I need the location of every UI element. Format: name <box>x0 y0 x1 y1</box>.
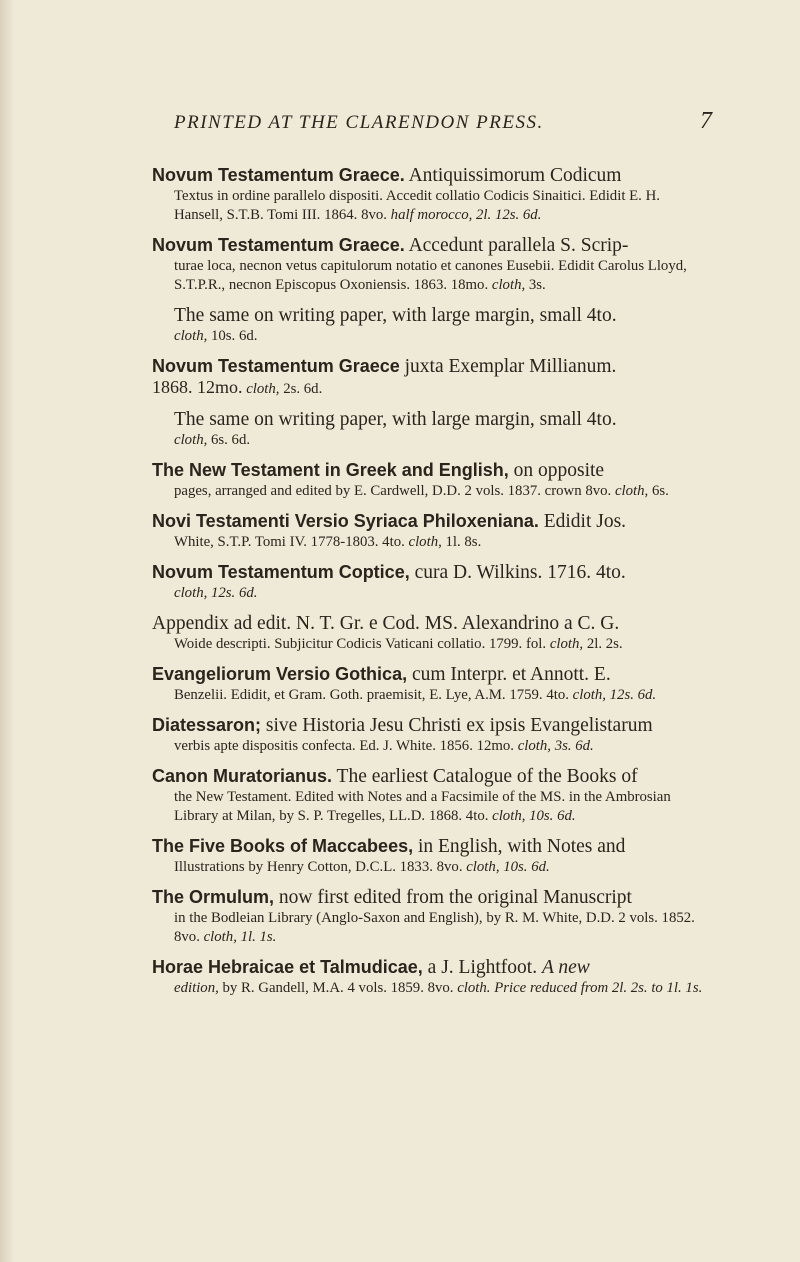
entry-title: Novum Testamentum Graece <box>152 356 400 376</box>
entry-title: Novum Testamentum Graece. <box>152 235 405 255</box>
entry-binding: half morocco, <box>390 207 473 223</box>
catalogue-entry <box>152 835 712 877</box>
entry-binding: cloth, <box>203 929 237 945</box>
entry-title: The Five Books of Maccabees, <box>152 836 414 856</box>
entry-description: 1868. 12mo. <box>152 377 243 397</box>
entry-binding: cloth, <box>491 277 526 293</box>
entry-title-rest: The earliest Catalogue of the Books of <box>336 766 638 787</box>
entry-binding: cloth, <box>517 738 551 754</box>
entry-title-rest: on opposite <box>513 460 605 481</box>
catalogue-entry-sub <box>152 304 712 346</box>
entry-title-rest: sive Historia Jesu Christi ex ipsis Evangelistarum <box>265 715 653 736</box>
entry-binding: cloth, <box>549 636 584 652</box>
entry-description: Illustrations by Henry Cotton, D.C.L. 1833. 8vo. <box>174 859 463 875</box>
catalogue-entry <box>152 459 712 501</box>
catalogue-entry-sub <box>152 408 712 450</box>
catalogue-entries <box>152 164 712 998</box>
catalogue-page <box>152 108 712 1007</box>
entry-price: Price reduced from 2l. 2s. to 1l. 1s. <box>494 980 703 996</box>
entry-title-rest: cum Interpr. et Annott. E. <box>411 664 611 685</box>
entry-sub-text: The same on writing paper, with large margin, small 4to. <box>174 409 617 430</box>
catalogue-entry <box>152 234 712 295</box>
entry-description: White, S.T.P. Tomi IV. 1778-1803. 4to. <box>174 534 405 550</box>
entry-description: Benzelii. Edidit, et Gram. Goth. praemisit, E. Lye, A.M. 1759. 4to. <box>174 687 569 703</box>
entry-price: 2l. 12s. 6d. <box>476 207 542 223</box>
entry-description: the New Testament. Edited with Notes and a Facsimile of the MS. in the Ambrosian Library at Milan, by S. P. Tregelles, LL.D. 1868. 4to. <box>174 789 671 824</box>
entry-title: Canon Muratorianus. <box>152 766 333 786</box>
entry-title-rest: a J. Lightfoot. <box>427 957 538 978</box>
entry-title-rest: in English, with Notes and <box>417 836 626 857</box>
entry-binding: cloth, <box>246 381 280 397</box>
entry-price: 2s. 6d. <box>283 381 323 397</box>
catalogue-entry <box>152 765 712 826</box>
entry-description: by R. Gandell, M.A. 4 vols. 1859. 8vo. <box>222 980 454 996</box>
entry-title-italic: A new <box>541 957 590 978</box>
entry-title: Diatessaron; <box>152 715 262 735</box>
running-head-title: PRINTED AT THE CLARENDON PRESS. <box>174 112 544 133</box>
entry-title-rest: Appendix ad edit. N. T. Gr. e Cod. MS. Alexandrino a C. G. <box>152 613 620 634</box>
entry-price: 10s. 6d. <box>503 859 550 875</box>
entry-price: 1l. 8s. <box>445 534 482 550</box>
running-head <box>152 108 712 144</box>
entry-title: Evangeliorum Versio Gothica, <box>152 664 408 684</box>
entry-binding: cloth, <box>572 687 606 703</box>
entry-price: 12s. 6d. <box>211 585 258 601</box>
entry-price: 3s. 6d. <box>554 738 594 754</box>
entry-title: Horae Hebraicae et Talmudicae, <box>152 957 423 977</box>
entry-price: 10s. 6d. <box>529 808 576 824</box>
entry-description: in the Bodleian Library (Anglo-Saxon and English), by R. M. White, D.D. 2 vols. 1852. 8vo. <box>174 910 695 945</box>
entry-sub-text: The same on writing paper, with large margin, small 4to. <box>174 305 617 326</box>
entry-edition: edition, <box>174 980 219 996</box>
entry-description: Textus in ordine parallelo dispositi. Accedit collatio Codicis Sinaitici. Edidit E. H. Hansell, S.T.B. Tomi III. 1864. 8vo. <box>174 188 660 223</box>
page-number: 7 <box>700 108 712 134</box>
catalogue-entry <box>152 886 712 947</box>
entry-price: 2l. 2s. <box>586 636 623 652</box>
catalogue-entry <box>152 612 712 654</box>
entry-binding: cloth, <box>174 585 208 601</box>
catalogue-entry <box>152 714 712 756</box>
entry-binding: cloth, <box>492 808 526 824</box>
entry-description: turae loca, necnon vetus capitulorum notatio et canones Eusebii. Edidit Carolus Lloyd, S.T.P.R., necnon Episcopus Oxoniensis. 1863. 18mo. <box>174 258 687 293</box>
entry-price: 3s. <box>528 277 546 293</box>
entry-title-rest: juxta Exemplar Millianum. <box>404 356 617 377</box>
catalogue-entry <box>152 663 712 705</box>
entry-binding: cloth, <box>174 432 208 448</box>
entry-title: The Ormulum, <box>152 887 275 907</box>
entry-title-rest: Edidit Jos. <box>543 511 627 532</box>
entry-title-rest: cura D. Wilkins. 1716. 4to. <box>414 562 626 583</box>
entry-description: Woide descripti. Subjicitur Codicis Vaticani collatio. 1799. fol. <box>174 636 547 652</box>
entry-binding: cloth, <box>614 483 649 499</box>
entry-price: 6s. 6d. <box>211 432 251 448</box>
catalogue-entry <box>152 561 712 603</box>
entry-title: Novi Testamenti Versio Syriaca Philoxeniana. <box>152 511 539 531</box>
entry-title: Novum Testamentum Graece. <box>152 165 405 185</box>
entry-title-rest: now first edited from the original Manuscript <box>278 887 632 908</box>
entry-price: 12s. 6d. <box>609 687 657 703</box>
entry-binding: cloth, <box>466 859 500 875</box>
entry-title-rest: Accedunt parallela S. Scrip- <box>408 235 629 256</box>
entry-binding: cloth, <box>174 328 208 344</box>
page-gutter-shadow <box>0 0 14 1262</box>
entry-description: pages, arranged and edited by E. Cardwell, D.D. 2 vols. 1837. crown 8vo. <box>174 483 612 499</box>
entry-price: 10s. 6d. <box>211 328 258 344</box>
entry-title-rest: Antiquissimorum Codicum <box>408 165 622 186</box>
catalogue-entry <box>152 956 712 998</box>
catalogue-entry <box>152 164 712 225</box>
entry-title: Novum Testamentum Coptice, <box>152 562 410 582</box>
entry-binding: cloth. <box>457 980 491 996</box>
entry-binding: cloth, <box>408 534 442 550</box>
catalogue-entry <box>152 355 712 399</box>
entry-price: 1l. 1s. <box>240 929 277 945</box>
entry-price: 6s. <box>651 483 669 499</box>
catalogue-entry <box>152 510 712 552</box>
entry-description: verbis apte dispositis confecta. Ed. J. White. 1856. 12mo. <box>174 738 514 754</box>
entry-title: The New Testament in Greek and English, <box>152 460 509 480</box>
